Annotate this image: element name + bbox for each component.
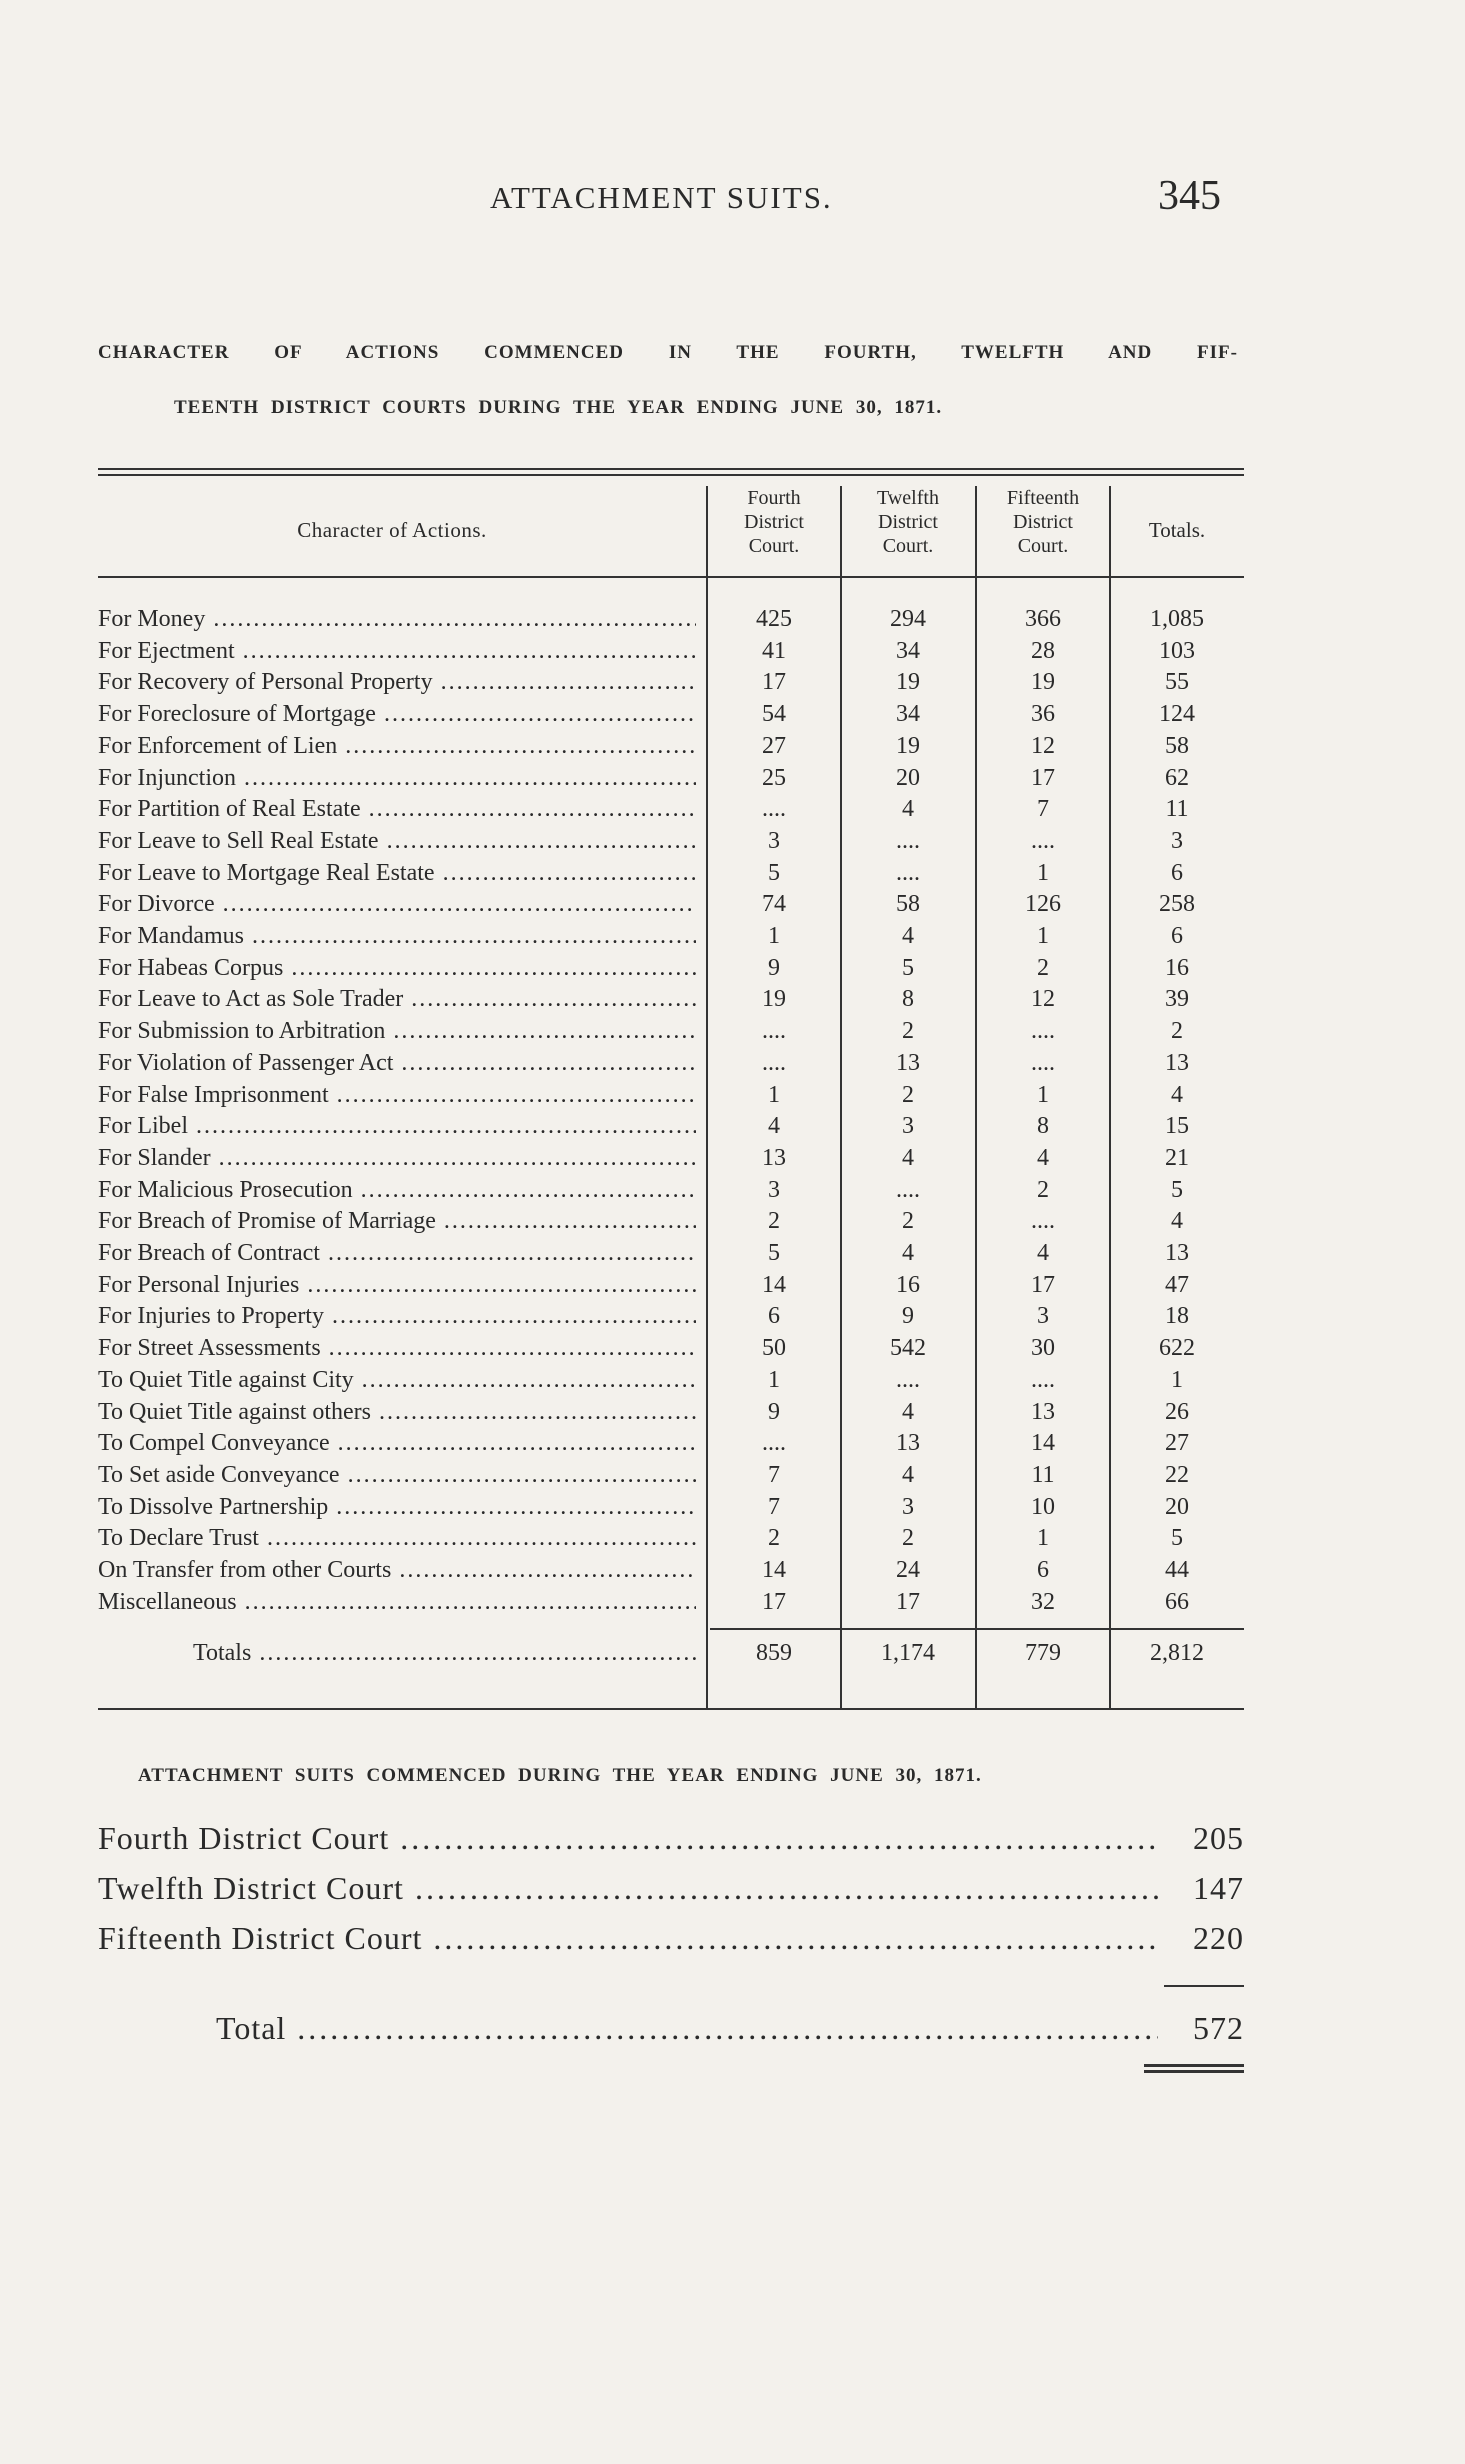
top-rule — [98, 468, 1244, 470]
totals-fourth: 859 — [756, 1640, 792, 1666]
table-caption-line-2: TEENTH DISTRICT COURTS DURING THE YEAR ENDING JUNE 30, 1871. — [174, 397, 943, 418]
cell-twelfth: 34 — [896, 701, 920, 728]
cell-total: 3 — [1171, 827, 1183, 854]
table-row — [98, 1367, 1244, 1399]
cell-total: 66 — [1165, 1588, 1189, 1615]
table-row — [98, 1082, 1244, 1114]
cell-fourth: 1 — [768, 1366, 780, 1393]
cell-fourth: 1 — [768, 923, 780, 949]
cell-fifteenth: 14 — [1031, 1430, 1055, 1457]
cell-total: 1,085 — [1150, 606, 1204, 632]
table-row — [98, 796, 1244, 828]
cell-fifteenth: 8 — [1037, 1113, 1049, 1140]
row-label: For Breach of Contract ..... — [98, 1240, 696, 1267]
attachment-row: Fourth District Court ..... 205 — [98, 1820, 1244, 1864]
totals-fifteenth: 779 — [1025, 1640, 1061, 1666]
row-label: For Money ..... — [98, 606, 696, 633]
cell-twelfth: 2 — [902, 1081, 914, 1108]
cell-fifteenth: 1 — [1037, 1081, 1049, 1108]
table-row — [98, 1018, 1244, 1050]
cell-fifteenth: 12 — [1031, 732, 1055, 759]
attachment-sum-rule — [1164, 1985, 1244, 1987]
attachment-total-row: Total ..... 572 — [98, 2010, 1244, 2054]
cell-fifteenth: 126 — [1025, 891, 1061, 918]
cell-total: 258 — [1159, 891, 1195, 918]
cell-twelfth: 4 — [902, 1398, 914, 1425]
cell-fifteenth: 28 — [1031, 637, 1055, 664]
cell-total: 16 — [1165, 954, 1189, 981]
cell-fifteenth: 3 — [1037, 1303, 1049, 1330]
cell-fifteenth: 10 — [1031, 1493, 1055, 1520]
row-label: Miscellaneous ..... — [98, 1589, 696, 1616]
totals-grand: 2,812 — [1150, 1640, 1204, 1666]
actions-table — [98, 468, 1244, 1710]
row-label: To Quiet Title against others ..... — [98, 1399, 696, 1426]
row-label: For Personal Injuries ..... — [98, 1272, 696, 1299]
page-header — [0, 172, 1465, 232]
totals-row — [98, 1640, 1244, 1674]
cell-fourth: 6 — [768, 1303, 780, 1330]
cell-twelfth: 19 — [896, 669, 920, 696]
table-row — [98, 986, 1244, 1018]
cell-fourth: .... — [762, 1430, 786, 1457]
row-label: For Divorce ..... — [98, 891, 696, 918]
page-number: 345 — [1158, 173, 1221, 219]
cell-fourth: 1 — [768, 1081, 780, 1108]
cell-twelfth: 19 — [896, 732, 920, 759]
cell-fourth: 3 — [768, 1176, 780, 1203]
cell-twelfth: 16 — [896, 1271, 920, 1298]
row-label: For Ejectment ..... — [98, 638, 696, 665]
row-label: To Dissolve Partnership ..... — [98, 1494, 696, 1521]
cell-total: 1 — [1171, 1366, 1183, 1393]
running-title: ATTACHMENT SUITS. — [490, 180, 833, 215]
top-rule-inner — [98, 474, 1244, 476]
totals-label: Totals ..... — [193, 1640, 696, 1667]
cell-twelfth: 4 — [902, 1240, 914, 1266]
cell-total: 4 — [1171, 1081, 1183, 1108]
table-row — [98, 860, 1244, 892]
cell-fourth: .... — [762, 1018, 786, 1045]
table-row — [98, 828, 1244, 860]
cell-fifteenth: .... — [1031, 1018, 1055, 1045]
cell-fourth: 54 — [762, 701, 786, 728]
cell-twelfth: .... — [896, 1366, 920, 1393]
cell-fifteenth: 13 — [1031, 1398, 1055, 1425]
cell-total: 6 — [1171, 923, 1183, 949]
header-fifteenth-district: Fifteenth District Court. — [1006, 487, 1080, 557]
cell-twelfth: 542 — [890, 1335, 926, 1362]
cell-twelfth: 5 — [902, 954, 914, 981]
totals-twelfth: 1,174 — [881, 1640, 935, 1666]
cell-total: 103 — [1159, 637, 1195, 664]
cell-fourth: 5 — [768, 1240, 780, 1266]
cell-fifteenth: 30 — [1031, 1335, 1055, 1362]
row-label: For Street Assessments ..... — [98, 1335, 696, 1362]
cell-fourth: 19 — [762, 986, 786, 1013]
row-label: For Injuries to Property ..... — [98, 1303, 696, 1330]
cell-fourth: 41 — [762, 637, 786, 664]
table-row — [98, 923, 1244, 955]
table-row — [98, 1557, 1244, 1589]
cell-fifteenth: 1 — [1037, 859, 1049, 886]
cell-fifteenth: 4 — [1037, 1144, 1049, 1171]
table-row — [98, 1050, 1244, 1082]
cell-total: 58 — [1165, 732, 1189, 759]
table-row — [98, 669, 1244, 701]
cell-fourth: 14 — [762, 1557, 786, 1583]
cell-total: 15 — [1165, 1113, 1189, 1140]
cell-fifteenth: 17 — [1031, 764, 1055, 791]
row-label: For Habeas Corpus ..... — [98, 955, 696, 982]
cell-total: 62 — [1165, 764, 1189, 791]
cell-total: 39 — [1165, 986, 1189, 1013]
table-row — [98, 1462, 1244, 1494]
header-twelfth-district: Twelfth District Court. — [877, 487, 939, 557]
cell-fifteenth: 11 — [1031, 1461, 1055, 1488]
cell-fifteenth: 1 — [1037, 1525, 1049, 1552]
cell-twelfth: 9 — [902, 1303, 914, 1330]
row-label: For Leave to Sell Real Estate ..... — [98, 828, 696, 855]
cell-fourth: 9 — [768, 954, 780, 981]
cell-fifteenth: 366 — [1025, 606, 1061, 632]
table-row — [98, 638, 1244, 670]
cell-total: 27 — [1165, 1430, 1189, 1457]
row-label: For Injunction ..... — [98, 765, 696, 792]
cell-fourth: 425 — [756, 606, 792, 632]
row-label: For Libel ..... — [98, 1113, 696, 1140]
table-row — [98, 1272, 1244, 1304]
cell-fourth: 4 — [768, 1113, 780, 1140]
table-row — [98, 765, 1244, 797]
table-row — [98, 955, 1244, 987]
cell-fourth: 2 — [768, 1208, 780, 1235]
row-label: For Mandamus ..... — [98, 923, 696, 950]
attachment-caption: ATTACHMENT SUITS COMMENCED DURING THE YEAR ENDING JUNE 30, 1871. — [138, 1765, 982, 1786]
table-row — [98, 1494, 1244, 1526]
cell-fourth: 14 — [762, 1271, 786, 1298]
cell-total: 5 — [1171, 1525, 1183, 1552]
cell-twelfth: 2 — [902, 1525, 914, 1552]
header-rule — [98, 576, 1244, 578]
table-row — [98, 1208, 1244, 1240]
table-row — [98, 1303, 1244, 1335]
row-label: For Malicious Prosecution ..... — [98, 1177, 696, 1204]
cell-fifteenth: 6 — [1037, 1557, 1049, 1583]
header-character-of-actions: Character of Actions. — [297, 518, 487, 542]
table-row — [98, 1589, 1244, 1621]
cell-twelfth: .... — [896, 827, 920, 854]
cell-fifteenth: 32 — [1031, 1588, 1055, 1615]
cell-twelfth: 4 — [902, 1461, 914, 1488]
row-label: For Violation of Passenger Act ..... — [98, 1050, 696, 1077]
table-row — [98, 1430, 1244, 1462]
cell-fourth: 17 — [762, 669, 786, 696]
cell-fifteenth: .... — [1031, 1208, 1055, 1235]
cell-twelfth: 294 — [890, 606, 926, 632]
cell-fourth: 5 — [768, 859, 780, 886]
cell-fourth: 3 — [768, 827, 780, 854]
cell-total: 26 — [1165, 1398, 1189, 1425]
cell-fourth: 7 — [768, 1461, 780, 1488]
cell-fourth: .... — [762, 796, 786, 823]
table-row — [98, 1240, 1244, 1272]
cell-twelfth: 2 — [902, 1208, 914, 1235]
cell-total: 4 — [1171, 1208, 1183, 1235]
cell-total: 2 — [1171, 1018, 1183, 1045]
cell-twelfth: 13 — [896, 1430, 920, 1457]
table-row — [98, 701, 1244, 733]
cell-twelfth: .... — [896, 1176, 920, 1203]
cell-total: 47 — [1165, 1271, 1189, 1298]
cell-fifteenth: 19 — [1031, 669, 1055, 696]
row-label: For Submission to Arbitration ..... — [98, 1018, 696, 1045]
cell-total: 5 — [1171, 1176, 1183, 1203]
cell-fifteenth: 36 — [1031, 701, 1055, 728]
attachment-row: Twelfth District Court ..... 147 — [98, 1870, 1244, 1914]
cell-total: 20 — [1165, 1493, 1189, 1520]
cell-fourth: 13 — [762, 1144, 786, 1171]
header-totals: Totals. — [1148, 518, 1206, 542]
cell-fifteenth: 2 — [1037, 954, 1049, 981]
row-label: To Set aside Conveyance ..... — [98, 1462, 696, 1489]
table-row — [98, 606, 1244, 638]
cell-fifteenth: 7 — [1037, 796, 1049, 823]
cell-total: 22 — [1165, 1461, 1189, 1488]
row-label: For False Imprisonment ..... — [98, 1082, 696, 1109]
cell-twelfth: 20 — [896, 764, 920, 791]
row-label: For Slander ..... — [98, 1145, 696, 1172]
cell-twelfth: 4 — [902, 796, 914, 823]
cell-twelfth: 4 — [902, 923, 914, 949]
row-label: To Declare Trust ..... — [98, 1525, 696, 1552]
cell-twelfth: 17 — [896, 1588, 920, 1615]
row-label: To Quiet Title against City ..... — [98, 1367, 696, 1394]
row-label: For Leave to Mortgage Real Estate ..... — [98, 860, 696, 887]
cell-total: 622 — [1159, 1335, 1195, 1362]
cell-total: 11 — [1165, 796, 1189, 823]
table-row — [98, 891, 1244, 923]
cell-fourth: 9 — [768, 1398, 780, 1425]
cell-twelfth: 3 — [902, 1113, 914, 1140]
cell-total: 6 — [1171, 859, 1183, 886]
cell-fourth: 7 — [768, 1493, 780, 1520]
row-label: For Partition of Real Estate ..... — [98, 796, 696, 823]
cell-fifteenth: .... — [1031, 1049, 1055, 1076]
cell-twelfth: 24 — [896, 1557, 920, 1583]
cell-twelfth: 13 — [896, 1049, 920, 1076]
cell-fifteenth: 1 — [1037, 923, 1049, 949]
cell-fifteenth: .... — [1031, 1366, 1055, 1393]
bottom-rule — [98, 1708, 1244, 1710]
row-label: To Compel Conveyance ..... — [98, 1430, 696, 1457]
cell-twelfth: .... — [896, 859, 920, 886]
cell-twelfth: 58 — [896, 891, 920, 918]
table-row — [98, 1113, 1244, 1145]
row-label: On Transfer from other Courts ..... — [98, 1557, 696, 1584]
row-label: For Foreclosure of Mortgage ..... — [98, 701, 696, 728]
cell-twelfth: 4 — [902, 1144, 914, 1171]
row-label: For Breach of Promise of Marriage ..... — [98, 1208, 696, 1235]
table-row — [98, 1145, 1244, 1177]
cell-fourth: .... — [762, 1049, 786, 1076]
row-label: For Leave to Act as Sole Trader ..... — [98, 986, 696, 1013]
cell-twelfth: 3 — [902, 1493, 914, 1520]
attachment-double-rule — [1144, 2070, 1244, 2073]
table-row — [98, 1177, 1244, 1209]
cell-total: 13 — [1165, 1049, 1189, 1076]
cell-fourth: 27 — [762, 732, 786, 759]
cell-fifteenth: .... — [1031, 827, 1055, 854]
cell-twelfth: 8 — [902, 986, 914, 1013]
table-row — [98, 733, 1244, 765]
cell-fifteenth: 4 — [1037, 1240, 1049, 1266]
cell-total: 124 — [1159, 701, 1195, 728]
cell-twelfth: 34 — [896, 637, 920, 664]
cell-fourth: 2 — [768, 1525, 780, 1552]
cell-total: 55 — [1165, 669, 1189, 696]
header-fourth-district: Fourth District Court. — [744, 487, 804, 557]
cell-fourth: 25 — [762, 764, 786, 791]
cell-total: 21 — [1165, 1144, 1189, 1171]
totals-rule — [710, 1628, 1244, 1630]
table-row — [98, 1525, 1244, 1557]
cell-total: 13 — [1165, 1240, 1189, 1266]
row-label: For Enforcement of Lien ..... — [98, 733, 696, 760]
cell-total: 44 — [1165, 1557, 1189, 1583]
cell-fifteenth: 2 — [1037, 1176, 1049, 1203]
cell-fifteenth: 17 — [1031, 1271, 1055, 1298]
cell-twelfth: 2 — [902, 1018, 914, 1045]
row-label: For Recovery of Personal Property ..... — [98, 669, 696, 696]
table-row — [98, 1399, 1244, 1431]
attachment-row: Fifteenth District Court ..... 220 — [98, 1920, 1244, 1964]
cell-fifteenth: 12 — [1031, 986, 1055, 1013]
cell-fourth: 74 — [762, 891, 786, 918]
attachment-double-rule — [1144, 2064, 1244, 2067]
cell-fourth: 17 — [762, 1588, 786, 1615]
cell-fourth: 50 — [762, 1335, 786, 1362]
table-row — [98, 1335, 1244, 1367]
cell-total: 18 — [1165, 1303, 1189, 1330]
table-caption-line-1: CHARACTER OF ACTIONS COMMENCED IN THE FOURTH, TWELFTH AND FIF- — [98, 342, 1238, 363]
